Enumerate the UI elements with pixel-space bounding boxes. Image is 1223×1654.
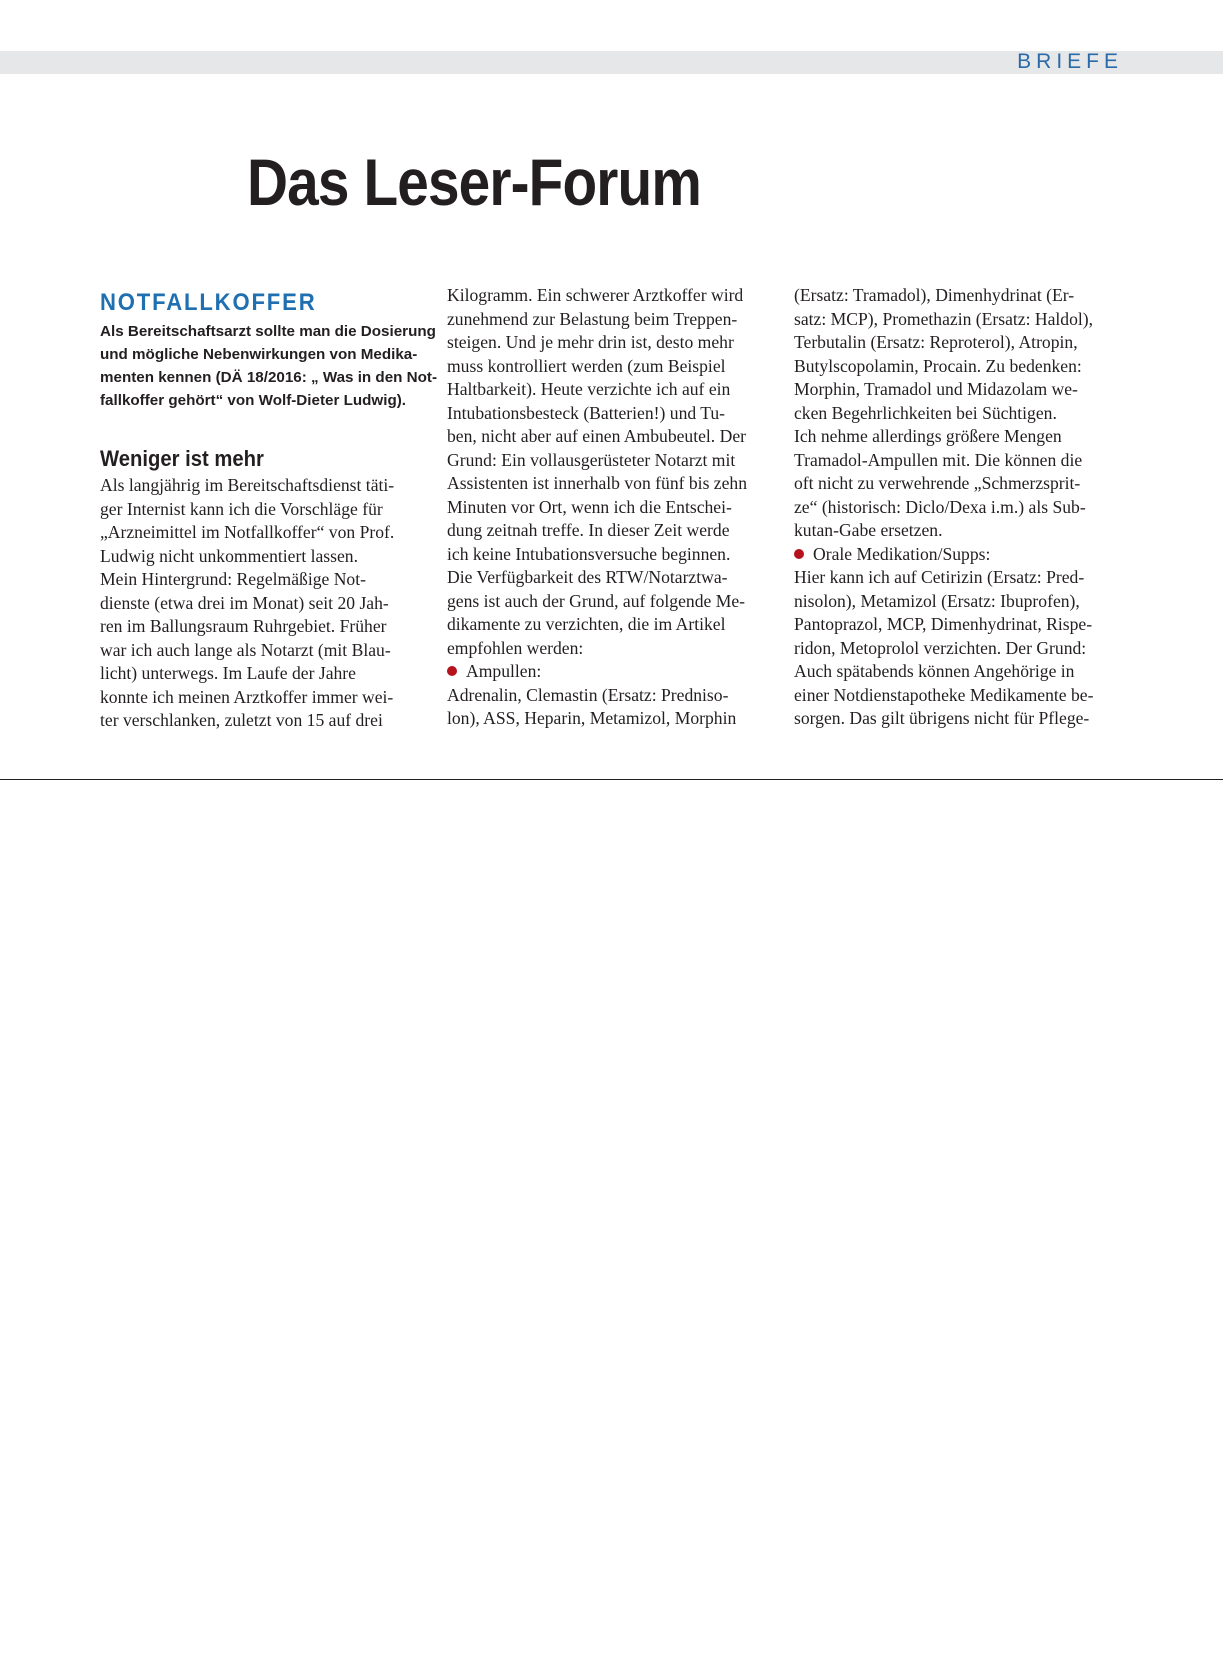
body-line: Ich nehme allerdings größere Mengen <box>794 426 1062 446</box>
body-line: ben, nicht aber auf einen Ambubeutel. Der <box>447 426 746 446</box>
article-rubric: NOTFALLKOFFER <box>100 289 317 316</box>
teaser-line: menten kennen (DÄ 18/2016: „ Was in den Not- <box>100 369 438 386</box>
page-title: Das Leser-Forum <box>247 145 701 219</box>
bullet-dot-icon <box>794 549 804 559</box>
bullet-label: Orale Medikation/Supps: <box>813 543 991 564</box>
body-line: einer Notdienstapotheke Medikamente be- <box>794 684 1094 705</box>
body-line: Tramadol-Ampullen mit. Die können die <box>794 449 1083 470</box>
body-text <box>100 474 430 733</box>
article-subheading: Weniger ist mehr <box>100 446 264 471</box>
body-text <box>794 284 1124 731</box>
body-line: Terbutalin (Ersatz: Reproterol), Atropin, <box>794 332 1078 352</box>
body-line: ich keine Intubationsversuche beginnen. <box>447 543 731 564</box>
bullet-label: Ampullen: <box>466 661 542 681</box>
body-line: dienste (etwa drei im Monat) seit 20 Jah- <box>100 592 389 613</box>
teaser-line: fallkoffer gehört“ von Wolf-Dieter Ludwig). <box>100 392 406 409</box>
body-line: Pantoprazol, MCP, Dimenhydrinat, Rispe- <box>794 614 1093 634</box>
body-line: gens ist auch der Grund, auf folgende Me- <box>447 590 746 611</box>
body-line: Adrenalin, Clemastin (Ersatz: Predniso- <box>447 684 729 705</box>
body-line: empfohlen werden: <box>447 637 584 658</box>
body-line: war ich auch lange als Notarzt (mit Blau- <box>100 639 391 660</box>
body-line: Grund: Ein vollausgerüsteter Notarzt mit <box>447 449 736 470</box>
teaser-line: Als Bereitschaftsarzt sollte man die Dosierung <box>100 323 436 340</box>
body-line: Ludwig nicht unkommentiert lassen. <box>100 545 358 566</box>
body-line: zunehmend zur Belastung beim Treppen- <box>447 308 738 329</box>
article-column-1 <box>100 289 438 733</box>
body-line: satz: MCP), Promethazin (Ersatz: Haldol), <box>794 308 1094 329</box>
body-line: Als langjährig im Bereitschaftsdienst täti- <box>100 475 395 495</box>
body-line: „Arzneimittel im Notfallkoffer“ von Prof. <box>100 522 395 542</box>
body-line: Hier kann ich auf Cetirizin (Ersatz: Pred- <box>794 567 1085 587</box>
body-text <box>447 284 777 731</box>
bullet-item <box>447 660 777 684</box>
body-line: Minuten vor Ort, wenn ich die Entschei- <box>447 496 732 517</box>
article-column-2 <box>447 285 777 731</box>
article-teaser <box>100 320 438 412</box>
body-line: konnte ich meinen Arztkoffer immer wei- <box>100 686 394 707</box>
body-line: ridon, Metoprolol verzichten. Der Grund: <box>794 637 1087 658</box>
body-line: licht) unterwegs. Im Laufe der Jahre <box>100 663 356 683</box>
section-label: BRIEFE <box>1017 50 1123 73</box>
body-line: Butylscopolamin, Procain. Zu bedenken: <box>794 355 1082 376</box>
divider-rule <box>0 779 1223 780</box>
bullet-item <box>794 543 1124 567</box>
body-line: Auch spätabends können Angehörige in <box>794 661 1075 681</box>
body-line: ze“ (historisch: Diclo/Dexa i.m.) als Sub- <box>794 496 1086 517</box>
body-line: ren im Ballungsraum Ruhrgebiet. Früher <box>100 616 387 636</box>
body-line: sorgen. Das gilt übrigens nicht für Pflege- <box>794 708 1090 728</box>
body-line: (Ersatz: Tramadol), Dimenhydrinat (Er- <box>794 285 1075 305</box>
body-line: ger Internist kann ich die Vorschläge für <box>100 498 383 519</box>
body-line: oft nicht zu verwehrende „Schmerzsprit- <box>794 473 1081 493</box>
body-line: steigen. Und je mehr drin ist, desto mehr <box>447 332 734 352</box>
body-line: kutan-Gabe ersetzen. <box>794 520 943 540</box>
body-line: Intubationsbesteck (Batterien!) und Tu- <box>447 402 726 423</box>
teaser-line: und mögliche Nebenwirkungen von Medika- <box>100 346 418 363</box>
body-line: Mein Hintergrund: Regelmäßige Not- <box>100 569 366 589</box>
article-column-3 <box>794 285 1124 731</box>
body-line: Assistenten ist innerhalb von fünf bis zehn <box>447 473 748 493</box>
body-line: Haltbarkeit). Heute verzichte ich auf ein <box>447 379 731 399</box>
body-line: Kilogramm. Ein schwerer Arztkoffer wird <box>447 285 744 305</box>
body-line: lon), ASS, Heparin, Metamizol, Morphin <box>447 708 737 728</box>
bullet-dot-icon <box>447 666 457 676</box>
body-line: dung zeitnah treffe. In dieser Zeit werde <box>447 520 730 540</box>
body-line: dikamente zu verzichten, die im Artikel <box>447 614 726 634</box>
body-line: cken Begehrlichkeiten bei Süchtigen. <box>794 402 1057 423</box>
body-line: ter verschlanken, zuletzt von 15 auf drei <box>100 710 383 730</box>
body-line: Morphin, Tramadol und Midazolam we- <box>794 379 1078 399</box>
body-line: Die Verfügbarkeit des RTW/Notarztwa- <box>447 567 728 587</box>
body-line: muss kontrolliert werden (zum Beispiel <box>447 355 726 376</box>
body-line: nisolon), Metamizol (Ersatz: Ibuprofen), <box>794 590 1080 611</box>
